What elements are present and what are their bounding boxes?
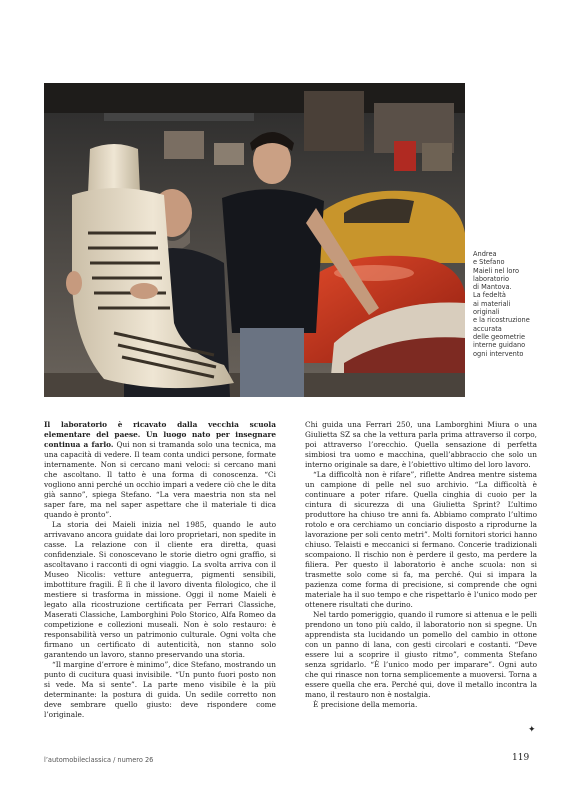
article-column-left bbox=[44, 420, 276, 720]
caption-line: Maieli nel loro bbox=[473, 266, 520, 275]
article-paragraph: “La difficoltà non è rifare”, riflette Andrea mentre sistema un campione di pelle nel suo archivio. “La difficoltà è continuare a poter rifare. Quella cinghia di cuoio per la cintura di sicurezza di una Giulietta Sprint? L’ultimo produttore ha chiuso tre anni fa. Abbiamo comprato l’ultimo rotolo e ora cerchiamo un conciario disposto a riprodurne la lavorazione per soli cento metri”. Molti fornitori storici hanno chiuso. Telaisti e meccanici si fermano. Concerie tradizionali scompaiono. Il rischio non è perdere il gesto, ma perdere la filiera. Per questo il laboratorio è anche scuola: non si trasmette solo come si fa, ma perché. Qui si impara la pazienza come forma di precisione, si comprende che ogni materiale ha il suo tempo e che rispettarlo è l’unico modo per ottenere risultati che durino. bbox=[305, 470, 537, 610]
caption-line: di Mantova. bbox=[473, 283, 512, 292]
article-lead: Il laboratorio è ricavato dalla vecchia scuola elementare del paese. Un luogo nato per insegnare continua a farlo. bbox=[44, 420, 276, 450]
page-number: 119 bbox=[512, 753, 530, 763]
caption-line: e Stefano bbox=[473, 258, 505, 267]
caption-line: Andrea bbox=[473, 250, 497, 258]
end-mark-icon: ✦ bbox=[528, 725, 536, 735]
article-paragraph: È precisione della memoria. bbox=[313, 700, 418, 710]
caption-line: ogni intervento bbox=[473, 349, 524, 358]
article-column-right bbox=[305, 420, 537, 710]
caption-line: accurata bbox=[473, 324, 502, 333]
workshop-photo-icon bbox=[44, 83, 465, 397]
article-paragraph: Chi guida una Ferrari 250, una Lamborghini Miura o una Giulietta SZ sa che la vettura parla prima attraverso il corpo, poi attraverso l’orecchio. Quella sensazione di perfetta simbiosi tra uomo e macchina, quell’abbraccio che solo un interno originale sa dare, è l’obiettivo ultimo del loro lavoro. bbox=[305, 420, 537, 470]
caption-line: delle geometrie bbox=[473, 332, 525, 341]
photo-caption bbox=[473, 250, 561, 358]
caption-line: laboratorio bbox=[473, 274, 510, 283]
article-paragraph: “Il margine d’errore è minimo”, dice Stefano, mostrando un punto di cucitura quasi invisibile. “Un punto fuori posto non si vede. Ma si sente”. La parte meno visibile è la più determinante: la postura di guida. Un sedile corretto non deve sembrare quello giusto: deve rispondere come l’originale. bbox=[44, 660, 276, 720]
caption-line: originali bbox=[473, 308, 500, 317]
article-paragraph: La storia dei Maieli inizia nel 1985, quando le auto arrivavano ancora guidate dai loro proprietari, non spedite in casse. La relazione con il cliente era diretta, quasi confidenziale. Si conoscevano le storie dietro ogni graffio, si ascoltavano i racconti di ogni viaggio. La svolta arriva con il Museo Nicolis: vetture anteguerra, pigmenti sensibili, imbottiture fragili. È lì che il lavoro diventa filologico, che il mestiere si trasforma in missione. Oggi il nome Maieli è legato alla ricostruzione certificata per Ferrari Classiche, Maserati Classiche, Lamborghini Polo Storico, Alfa Romeo da competizione e collezioni museali. Non è solo restauro: è responsabilità verso un patrimonio culturale. Ogni volta che firmano un certificato di autenticità, non stanno solo garantendo un lavoro, stanno preservando una storia. bbox=[44, 520, 276, 660]
article-paragraph: Nel tardo pomeriggio, quando il rumore si attenua e le pelli prendono un tono più caldo, il laboratorio non si spegne. Un apprendista sta lucidando un pomello del cambio in ottone con un panno di lana, con gesti circolari e costanti. “Deve essere lui a scoprire il giusto ritmo”, commenta Stefano senza sgridarlo. “È l’unico modo per imparare”. Ogni auto che qui rinasce non torna semplicemente a muoversi. Torna a essere quella che era. Perché qui, dove il metallo incontra la mano, il restauro non è nostalgia. bbox=[305, 610, 537, 700]
workshop-photo bbox=[44, 83, 465, 397]
caption-line: interne guidano bbox=[473, 341, 526, 350]
caption-line: e la ricostruzione bbox=[473, 316, 530, 325]
article-paragraph-text: Qui non si tramanda solo una tecnica, ma una capacità di vedere. Il team conta undici persone, formate internamente. Non si cercano mani veloci: si cercano mani che ascoltano. Il tatto è una forma di conoscenza. “Ci vogliono anni perché un occhio impari a vedere ciò che le dita già sanno”, spiega Stefano. “La vera maestria non sta nel saper fare, ma nel saper aspettare che il materiale ti dica quando è pronto”. bbox=[44, 440, 276, 520]
caption-line: La fedeltà bbox=[473, 291, 506, 300]
article-paragraph bbox=[44, 420, 276, 520]
footer-publication: l’automobileclassica / numero 26 bbox=[44, 756, 154, 764]
caption-line: ai materiali bbox=[473, 299, 511, 308]
